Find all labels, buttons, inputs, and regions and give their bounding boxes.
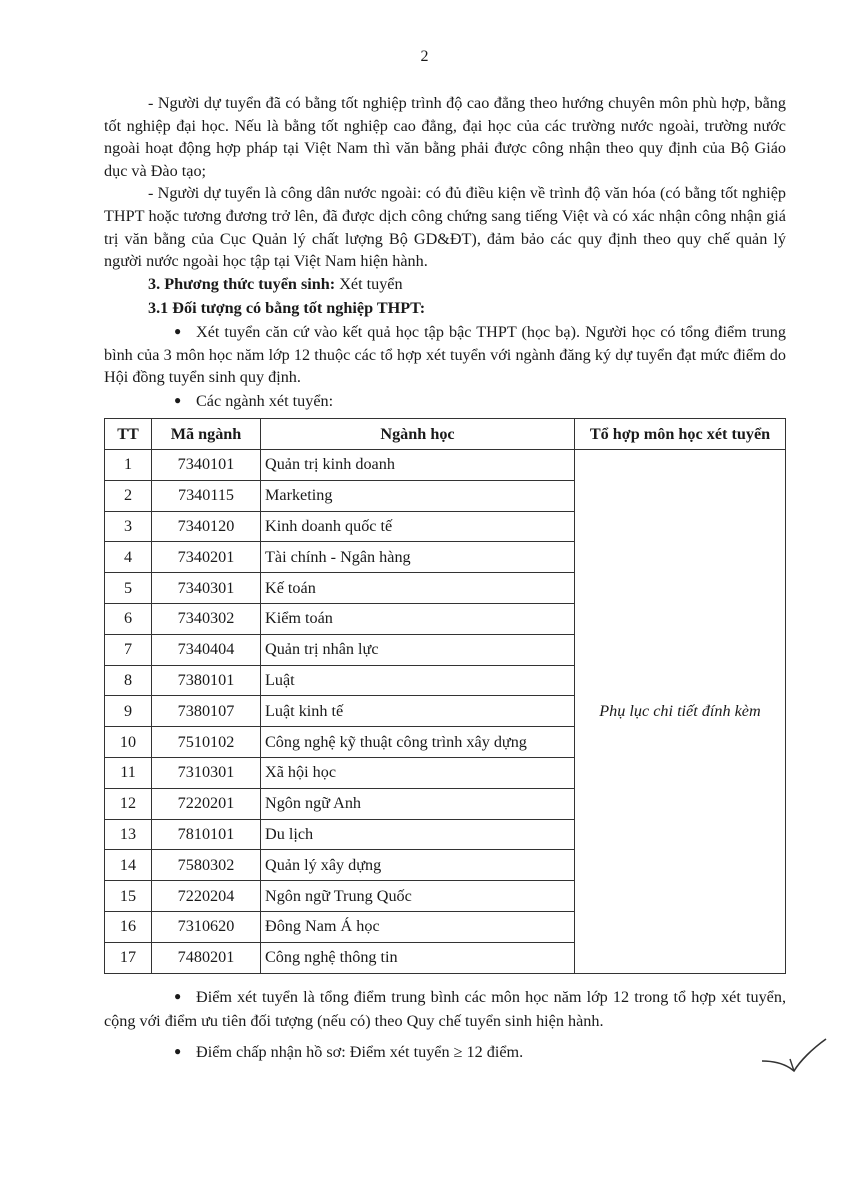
- bullet-item-threshold: [104, 1039, 786, 1064]
- bullet-text: Các ngành xét tuyển:: [196, 391, 334, 410]
- majors-table: [104, 418, 786, 974]
- cell-major-name: Luật: [261, 665, 575, 696]
- cell-major-name: Du lịch: [261, 819, 575, 850]
- cell-major-code: 7380101: [152, 665, 261, 696]
- paragraph-foreign-citizen: - Người dự tuyển là công dân nước ngoài: có đủ điều kiện về trình độ văn hóa (có bằng tốt nghiệp THPT hoặc tương đương trở lên, đã được dịch công chứng sang tiếng Việt và có xác nhận công nhận giá trị văn bằng của Cục Quản lý chất lượng Bộ GD&ĐT), đảm bảo các quy định theo quy chế quản lý người nước ngoài học tập tại Việt Nam hiện hành.: [104, 184, 786, 271]
- section-3-label: 3. Phương thức tuyển sinh:: [148, 274, 336, 293]
- cell-major-code: 7340115: [152, 480, 261, 511]
- cell-tt: 13: [105, 819, 152, 850]
- cell-tt: 14: [105, 850, 152, 881]
- cell-combo-note: Phụ lục chi tiết đính kèm: [575, 450, 786, 974]
- cell-major-name: Đông Nam Á học: [261, 911, 575, 942]
- bullet-item-majors: [104, 389, 786, 413]
- cell-major-name: Quản lý xây dựng: [261, 850, 575, 881]
- cell-major-name: Kiểm toán: [261, 603, 575, 634]
- cell-major-code: 7810101: [152, 819, 261, 850]
- header-tt: TT: [105, 419, 152, 450]
- cell-tt: 6: [105, 603, 152, 634]
- table-row: [105, 450, 786, 481]
- cell-major-code: 7310620: [152, 911, 261, 942]
- cell-major-code: 7340101: [152, 450, 261, 481]
- table-header-row: [105, 419, 786, 450]
- cell-tt: 7: [105, 634, 152, 665]
- cell-major-name: Công nghệ kỹ thuật công trình xây dựng: [261, 727, 575, 758]
- cell-major-name: Ngôn ngữ Anh: [261, 788, 575, 819]
- cell-tt: 15: [105, 881, 152, 912]
- cell-major-name: Kế toán: [261, 573, 575, 604]
- cell-major-code: 7340404: [152, 634, 261, 665]
- cell-tt: 17: [105, 942, 152, 973]
- header-major: Ngành học: [261, 419, 575, 450]
- cell-major-code: 7310301: [152, 757, 261, 788]
- cell-tt: 3: [105, 511, 152, 542]
- section-3-value: Xét tuyển: [335, 274, 403, 293]
- initial-signature-mark: [760, 1035, 830, 1075]
- cell-major-code: 7580302: [152, 850, 261, 881]
- cell-major-name: Quản trị kinh doanh: [261, 450, 575, 481]
- bullet-text: Điểm chấp nhận hồ sơ: Điểm xét tuyển ≥ 12 điểm.: [196, 1043, 524, 1061]
- cell-major-code: 7340302: [152, 603, 261, 634]
- cell-major-code: 7380107: [152, 696, 261, 727]
- document-body: [104, 92, 786, 412]
- cell-major-code: 7510102: [152, 727, 261, 758]
- header-code: Mã ngành: [152, 419, 261, 450]
- cell-major-name: Kinh doanh quốc tế: [261, 511, 575, 542]
- cell-tt: 4: [105, 542, 152, 573]
- bullet-icon: ●: [174, 392, 182, 407]
- cell-tt: 1: [105, 450, 152, 481]
- cell-tt: 12: [105, 788, 152, 819]
- paragraph-college-degree: - Người dự tuyển đã có bằng tốt nghiệp trình độ cao đẳng theo hướng chuyên môn phù hợp, bằng tốt nghiệp đại học. Nếu là bằng tốt nghiệp cao đẳng, đại học của các trường nước ngoài, trường nước ngoài hoạt động hợp pháp tại Việt Nam thì văn bằng phải được công nhận theo quy định của Bộ Giáo dục và Đào tạo;: [104, 94, 786, 180]
- section-3-heading: [104, 273, 786, 296]
- cell-tt: 16: [105, 911, 152, 942]
- bullet-icon: ●: [174, 989, 182, 1003]
- bullet-text: Xét tuyển căn cứ vào kết quả học tập bậc THPT (học bạ). Người học có tổng điểm trung bình của 3 môn học năm lớp 12 thuộc các tổ hợp xét tuyển với ngành đăng ký dự tuyển đạt mức điểm do Hội đồng tuyển sinh quy định.: [104, 322, 786, 387]
- cell-major-code: 7220204: [152, 881, 261, 912]
- bullet-text: Điểm xét tuyển là tổng điểm trung bình các môn học năm lớp 12 trong tổ hợp xét tuyển, cộng với điểm ưu tiên đối tượng (nếu có) theo Quy chế tuyển sinh hiện hành.: [104, 988, 786, 1030]
- cell-major-name: Công nghệ thông tin: [261, 942, 575, 973]
- cell-major-name: Ngôn ngữ Trung Quốc: [261, 881, 575, 912]
- cell-major-code: 7480201: [152, 942, 261, 973]
- cell-tt: 11: [105, 757, 152, 788]
- header-combo: Tổ hợp môn học xét tuyển: [575, 419, 786, 450]
- cell-tt: 9: [105, 696, 152, 727]
- cell-major-code: 7340301: [152, 573, 261, 604]
- cell-major-code: 7340201: [152, 542, 261, 573]
- bullet-icon: ●: [174, 323, 182, 338]
- cell-major-code: 7220201: [152, 788, 261, 819]
- cell-tt: 10: [105, 727, 152, 758]
- cell-major-code: 7340120: [152, 511, 261, 542]
- after-table-text: [104, 984, 786, 1064]
- cell-major-name: Quản trị nhân lực: [261, 634, 575, 665]
- page-number: 2: [420, 48, 429, 65]
- cell-major-name: Marketing: [261, 480, 575, 511]
- cell-major-name: Xã hội học: [261, 757, 575, 788]
- cell-major-name: Tài chính - Ngân hàng: [261, 542, 575, 573]
- bullet-icon: ●: [174, 1044, 182, 1058]
- cell-tt: 2: [105, 480, 152, 511]
- cell-major-name: Luật kinh tế: [261, 696, 575, 727]
- cell-tt: 5: [105, 573, 152, 604]
- section-3-1-heading: [104, 297, 786, 320]
- section-3-1-label: 3.1 Đối tượng có bằng tốt nghiệp THPT:: [148, 299, 426, 318]
- bullet-item-criteria: [104, 320, 786, 389]
- cell-tt: 8: [105, 665, 152, 696]
- bullet-item-score: [104, 984, 786, 1033]
